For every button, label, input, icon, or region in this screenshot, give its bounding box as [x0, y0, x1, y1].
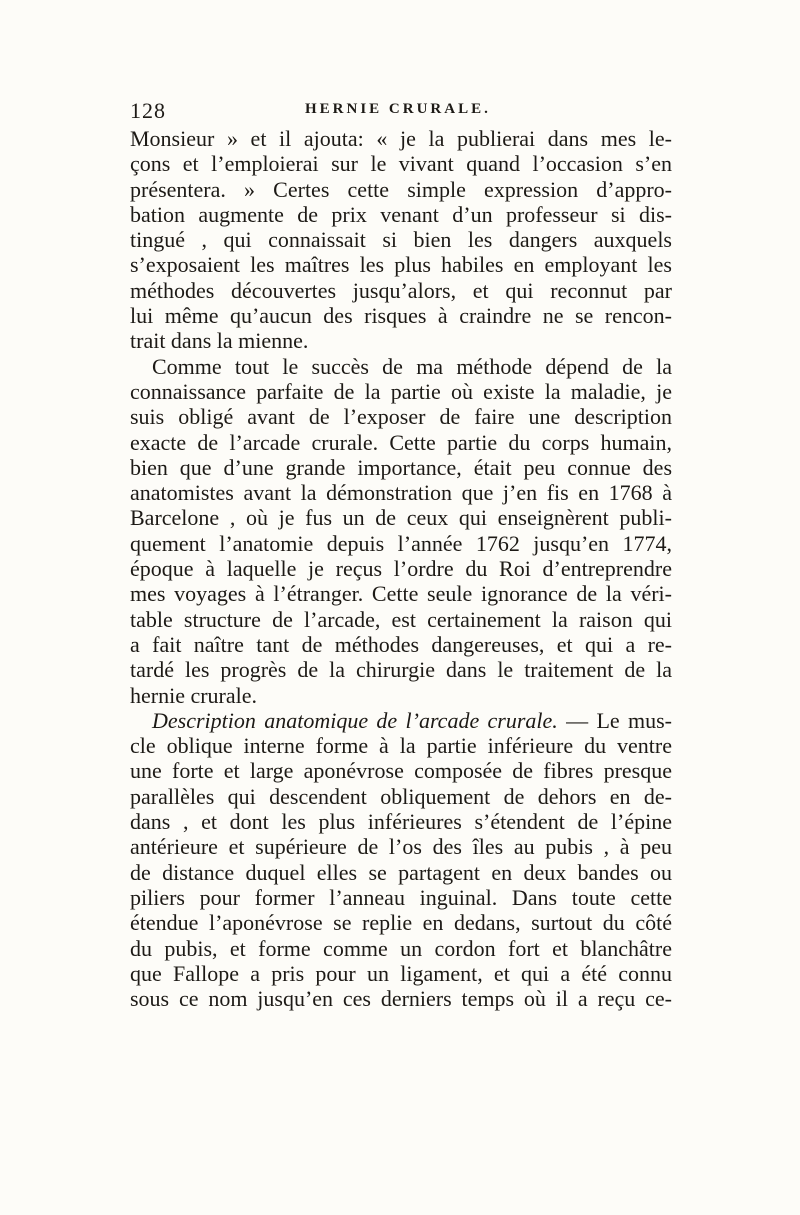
- text-line: dans , et dont les plus inférieures s’étendent de l’épine: [130, 809, 672, 835]
- text-line: exacte de l’arcade crurale. Cette partie du corps humain,: [130, 429, 672, 455]
- text-line: antérieure et supérieure de l’os des îles au pubis , à peu: [130, 834, 672, 860]
- text-line: çons et l’emploierai sur le vivant quand l’occasion s’en: [130, 151, 672, 177]
- section-first-line: [130, 708, 672, 733]
- text-line: époque à laquelle je reçus l’ordre du Roi d’entreprendre: [130, 556, 672, 582]
- text-line: sous ce nom jusqu’en ces derniers temps où il a reçu ce-: [130, 986, 672, 1012]
- text-line: piliers pour former l’anneau inguinal. Dans toute cette: [130, 884, 672, 910]
- text-line: Barcelone , où je fus un de ceux qui enseignèrent publi-: [130, 505, 672, 531]
- text-line: bation augmente de prix venant d’un professeur si dis-: [130, 201, 672, 227]
- text-line: tardé les progrès de la chirurgie dans le traitement de la: [130, 657, 672, 683]
- text-line: parallèles qui descendent obliquement de dehors en de-: [130, 783, 672, 809]
- text-line: connaissance parfaite de la partie où existe la maladie, je: [130, 378, 672, 404]
- text-line: Monsieur » et il ajouta: « je la publierai dans mes le-: [130, 126, 672, 151]
- text-line: cle oblique interne forme à la partie inférieure du ventre: [130, 733, 672, 759]
- text-line: mes voyages à l’étranger. Cette seule ignorance de la véri-: [130, 581, 672, 607]
- text-line: une forte et large aponévrose composée de fibres presque: [130, 758, 672, 784]
- text-line: table structure de l’arcade, est certainement la raison qui: [130, 606, 672, 632]
- body-text: [130, 126, 672, 1011]
- page-number: 128: [130, 98, 166, 123]
- text-line: lui même qu’aucun des risques à craindre ne se rencon-: [130, 303, 672, 329]
- running-title: HERNIE CRURALE.: [305, 101, 491, 117]
- text-line: s’exposaient les maîtres les plus habiles en employant les: [130, 252, 672, 278]
- text-line: anatomistes avant la démonstration que j’en fis en 1768 à: [130, 480, 672, 506]
- text-line: que Fallope a pris pour un ligament, et qui a été connu: [130, 960, 672, 986]
- text-line: tingué , qui connaissait si bien les dangers auxquels: [130, 227, 672, 253]
- text-line: a fait naître tant de méthodes dangereuses, et qui a re-: [130, 631, 672, 657]
- text-line: du pubis, et forme comme un cordon fort et blanchâtre: [130, 935, 672, 961]
- text-line: étendue l’aponévrose se replie en dedans, surtout du côté: [130, 910, 672, 936]
- text-line: bien que d’une grande importance, était peu connue des: [130, 454, 672, 480]
- text-line: quement l’anatomie depuis l’année 1762 jusqu’en 1774,: [130, 530, 672, 556]
- text-line: trait dans la mienne.: [130, 328, 309, 354]
- text-line: hernie crurale.: [130, 682, 258, 708]
- text-line: suis obligé avant de l’exposer de faire une description: [130, 404, 672, 430]
- section-first-line-rest: — Le mus-: [557, 707, 672, 733]
- text-line: méthodes découvertes jusqu’alors, et qui reconnut par: [130, 277, 672, 303]
- running-head: [130, 98, 675, 124]
- text-line: de distance duquel elles se partagent en deux bandes ou: [130, 859, 672, 885]
- section-heading: Description anatomique de l’arcade crurale.: [152, 707, 558, 733]
- paragraph-start-line: Comme tout le succès de ma méthode dépend de la: [152, 353, 672, 379]
- text-line: présentera. » Certes cette simple expression d’appro-: [130, 176, 672, 202]
